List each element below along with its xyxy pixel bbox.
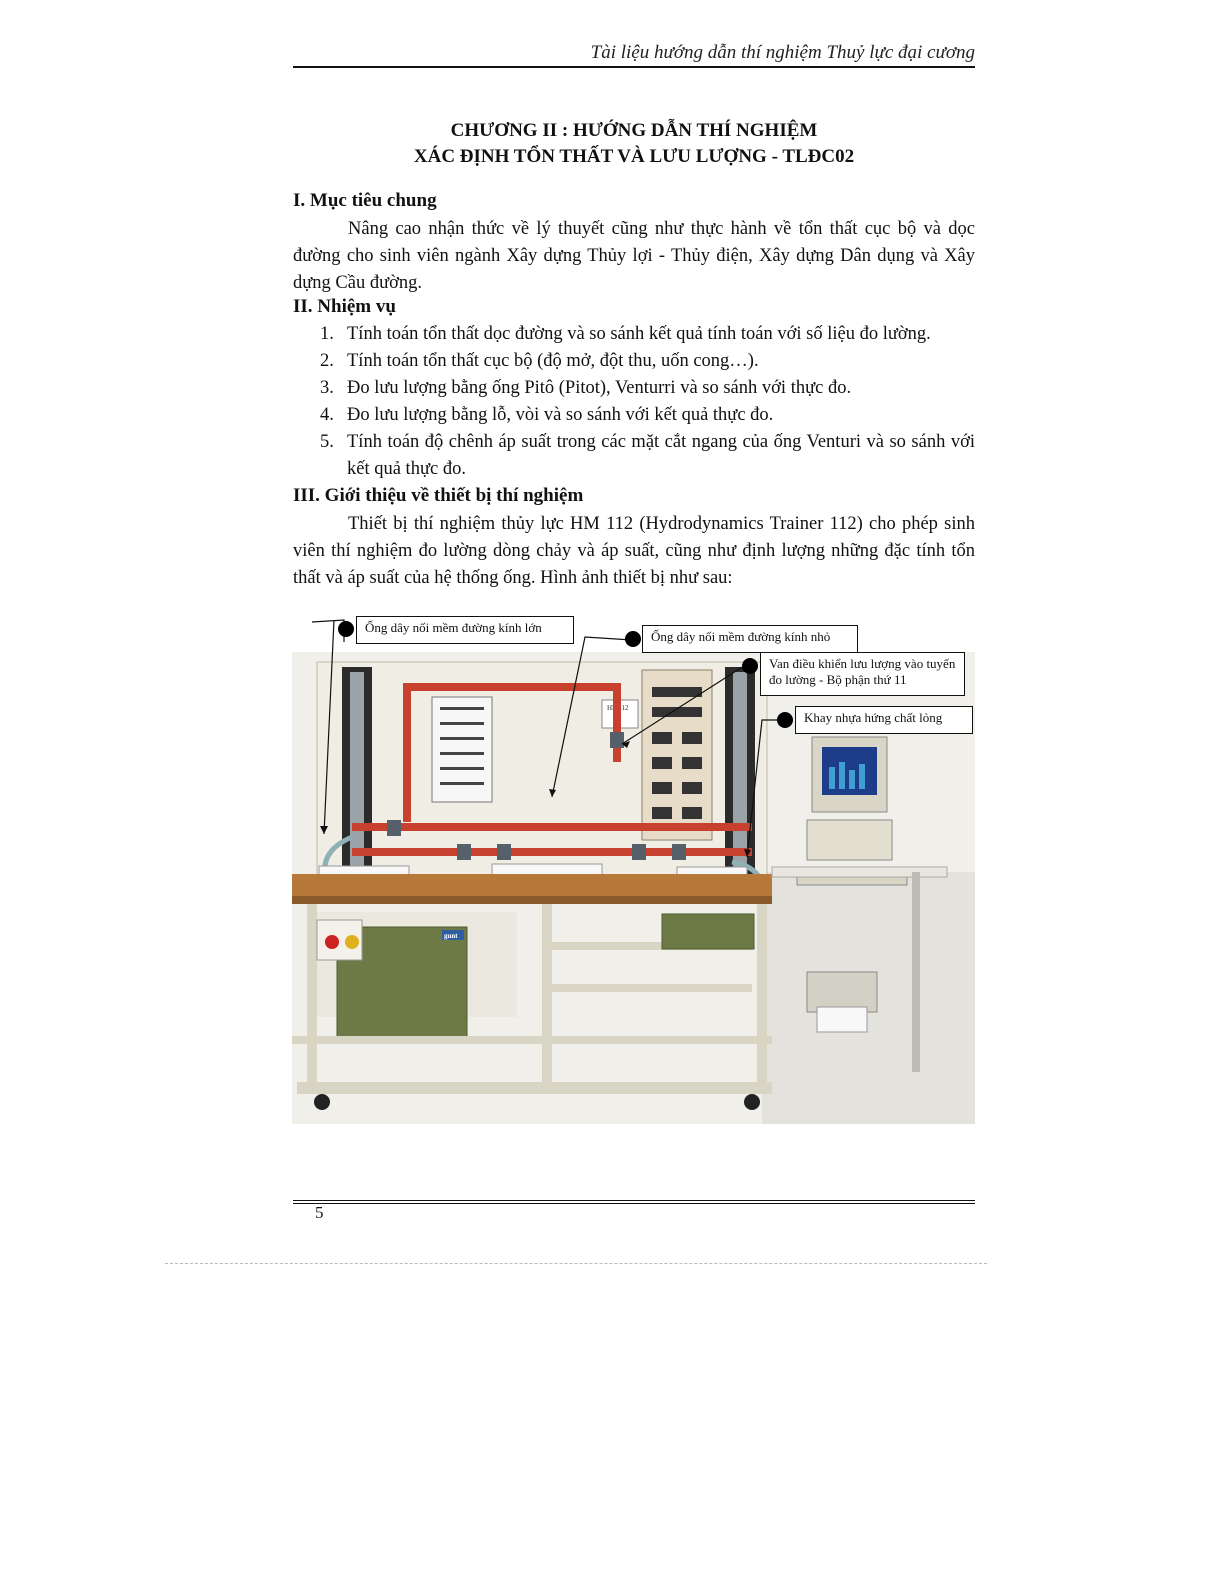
brand-label: gunt — [444, 932, 458, 940]
list-item-number: 2. — [320, 351, 334, 371]
list-item — [293, 348, 975, 375]
list-item-number: 3. — [320, 378, 334, 398]
list-item-text: Đo lưu lượng bằng lỗ, vòi và so sánh với kết quả thực đo. — [347, 405, 774, 425]
list-item-number: 4. — [320, 405, 334, 425]
list-item — [293, 375, 975, 402]
list-item-number: 1. — [320, 324, 334, 344]
task-list — [293, 321, 975, 483]
callout-flow-valve: Van điều khiển lưu lượng vào tuyến đo lường - Bộ phận thứ 11 — [760, 652, 965, 696]
callout-plastic-tray: Khay nhựa hứng chất lỏng — [795, 706, 973, 734]
callout-small-hose: Ống dây nối mềm đường kính nhỏ — [642, 625, 858, 653]
page-break-line — [165, 1263, 987, 1264]
callout-marker — [625, 631, 641, 647]
list-item — [293, 321, 975, 348]
model-label: HM112 — [607, 704, 629, 712]
callout-marker — [777, 712, 793, 728]
header-rule — [293, 66, 975, 68]
objectives-paragraph: Nâng cao nhận thức về lý thuyết cũng như thực hành về tổn thất cục bộ và dọc đường cho sinh viên ngành Xây dựng Thủy lợi - Thủy điện, Xây dựng Dân dụng và Xây dựng Cầu đường. — [293, 219, 975, 293]
list-item-text: Tính toán độ chênh áp suất trong các mặt cắt ngang của ống Venturi và so sánh với kết quả thực đo. — [347, 432, 975, 479]
list-item-text: Đo lưu lượng bằng ống Pitô (Pitot), Venturri và so sánh với thực đo. — [347, 378, 852, 398]
running-header: Tài liệu hướng dẫn thí nghiệm Thuỷ lực đại cương — [590, 42, 975, 63]
equipment-figure — [292, 612, 975, 1124]
callout-marker — [742, 658, 758, 674]
list-item-text: Tính toán tổn thất cục bộ (độ mở, đột thu, uốn cong…). — [347, 351, 759, 371]
chapter-subtitle: XÁC ĐỊNH TỔN THẤT VÀ LƯU LƯỢNG - TLĐC02 — [413, 146, 855, 167]
section-heading-objectives: I. Mục tiêu chung — [293, 190, 437, 211]
footer-rule — [293, 1200, 975, 1201]
list-item-text: Tính toán tổn thất dọc đường và so sánh kết quả tính toán với số liệu đo lường. — [347, 324, 931, 344]
section-heading-equipment: III. Giới thiệu về thiết bị thí nghiệm — [293, 485, 584, 506]
footer-rule — [293, 1203, 975, 1204]
list-item — [293, 429, 975, 483]
page-number: 5 — [315, 1203, 324, 1222]
chapter-title: CHƯƠNG II : HƯỚNG DẪN THÍ NGHIỆM — [450, 120, 818, 141]
equipment-paragraph: Thiết bị thí nghiệm thủy lực HM 112 (Hydrodynamics Trainer 112) cho phép sinh viên thí nghiệm đo lường dòng chảy và áp suất, cũng như định lượng những đặc tính tổn thất và áp suất của hệ thống ống. Hình ảnh thiết bị như sau: — [293, 514, 975, 588]
section-heading-tasks: II. Nhiệm vụ — [293, 296, 396, 317]
list-item — [293, 402, 975, 429]
callout-large-hose: Ống dây nối mềm đường kính lớn — [356, 616, 574, 644]
callout-marker — [338, 621, 354, 637]
list-item-number: 5. — [320, 432, 334, 452]
